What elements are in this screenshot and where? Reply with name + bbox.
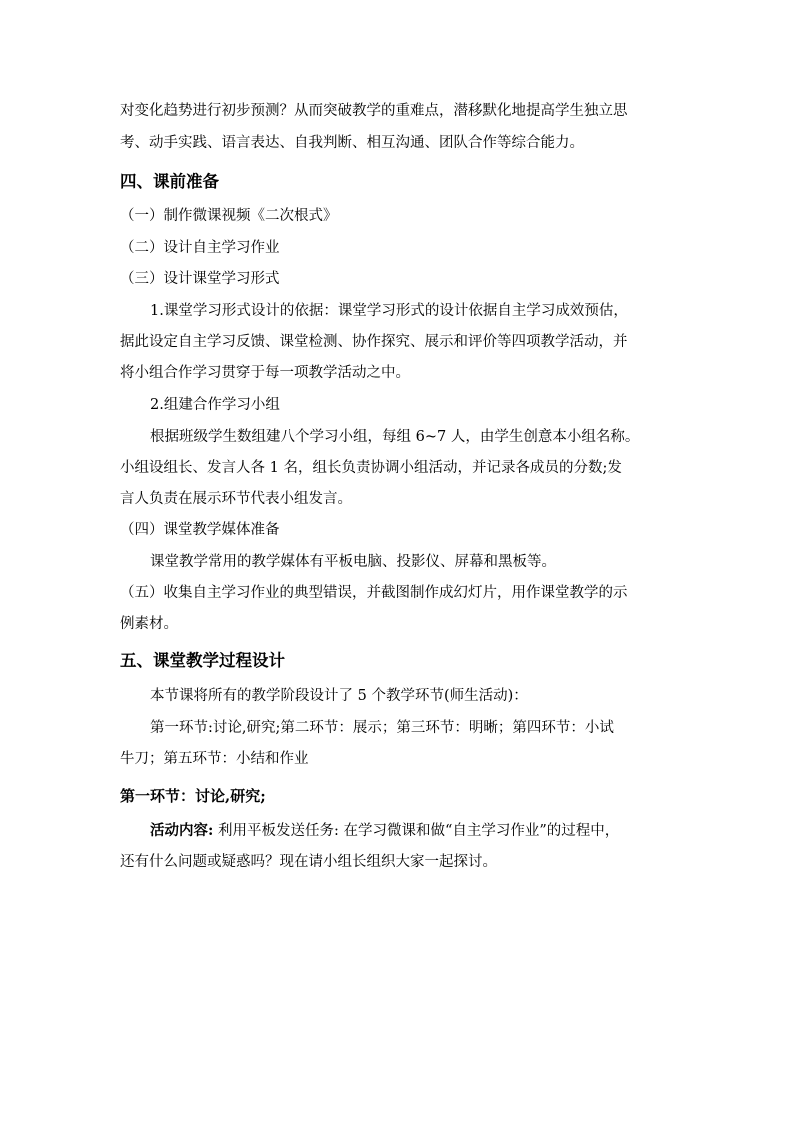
paragraph-2-line-1: 根据班级学生数组建八个学习小组，每组 6~7 人，由学生创意本小组名称。	[150, 429, 640, 445]
section-4-item-3: （三）设计课堂学习形式	[120, 271, 280, 287]
step-1-activity-line-2: 还有什么问题或疑惑吗？现在请小组长组织大家一起探讨。	[120, 854, 497, 870]
section-4-item-2: （二）设计自主学习作业	[120, 240, 280, 256]
paragraph-2-line-3: 言人负责在展示环节代表小组发言。	[120, 491, 352, 507]
intro-line-1: 对变化趋势进行初步预测？从而突破教学的重难点，潜移默化地提高学生独立思	[120, 103, 628, 119]
paragraph-1-line-2: 据此设定自主学习反馈、课堂检测、协作探究、展示和评价等四项教学活动，并	[120, 334, 628, 350]
section-4-item-5-line-2: 例素材。	[120, 616, 178, 632]
step-1-activity-line-1	[150, 821, 676, 841]
section-5-paragraph-2-line-2: 牛刀；第五环节：小结和作业	[120, 751, 309, 767]
section-4-item-4: （四）课堂教学媒体准备	[120, 522, 280, 538]
paragraph-1-line-1: 1.课堂学习形式设计的依据：课堂学习形式的设计依据自主学习成效预估，	[150, 303, 628, 319]
paragraph-2-line-2: 小组设组长、发言人各 1 名，组长负责协调小组活动，并记录各成员的分数;发	[120, 460, 622, 476]
section-4-item-4-text: 课堂教学常用的教学媒体有平板电脑、投影仪、屏幕和黑板等。	[150, 554, 556, 570]
activity-text: 利用平板发送任务: 在学习微课和做“自主学习作业”的过程中，	[213, 823, 620, 839]
activity-label: 活动内容:	[150, 822, 214, 839]
step-1-heading: 第一环节：讨论,研究;	[120, 787, 266, 805]
section-4-item-5-line-1: （五）收集自主学习作业的典型错误，并截图制作成幻灯片，用作课堂教学的示	[120, 585, 628, 601]
section-5-heading: 五、课堂教学过程设计	[120, 651, 285, 670]
section-4-item-1: （一）制作微课视频《二次根式》	[120, 208, 338, 224]
section-5-paragraph-2-line-1: 第一环节:讨论,研究;第二环节：展示；第三环节：明晰；第四环节：小试	[150, 720, 614, 736]
section-5-paragraph-1: 本节课将所有的教学阶段设计了 5 个教学环节(师生活动)：	[150, 688, 528, 704]
paragraph-2-title: 2.组建合作学习小组	[150, 397, 280, 413]
intro-line-2: 考、动手实践、语言表达、自我判断、相互沟通、团队合作等综合能力。	[120, 135, 584, 151]
paragraph-1-line-3: 将小组合作学习贯穿于每一项教学活动之中。	[120, 365, 410, 381]
section-4-heading: 四、课前准备	[120, 172, 219, 191]
